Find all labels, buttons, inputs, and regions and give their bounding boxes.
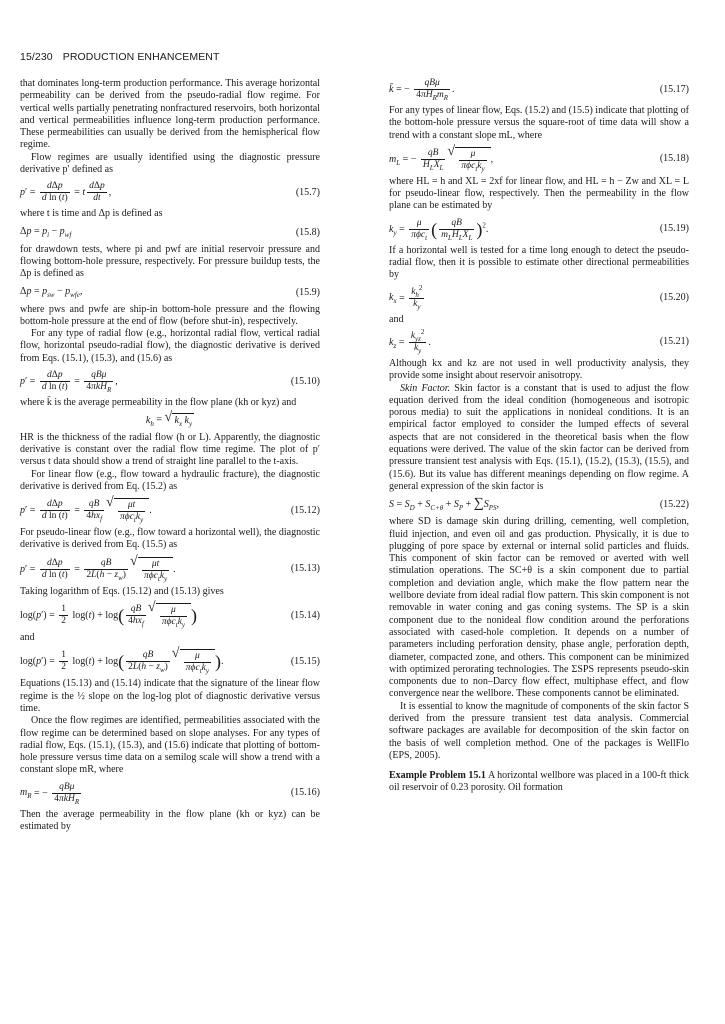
section-title: Skin Factor. — [400, 382, 451, 394]
equation-15-22: $S = S_D + S_{C+\theta} + S_P + \sum S_{PS}$, (15.22) — [389, 496, 689, 513]
paragraph — [389, 770, 689, 795]
equation-15-19: $k_y$ = $\frac{\mu}{\pi\phi c_t}$ ( $\frac{qB}{m_LH_LX_L}$ )$^2$. (15.19) — [389, 217, 689, 242]
equation-15-15: log(p′) = $\frac{1}{2}$ log(t) + log( $\frac{qB}{2L(h - z_w)}$ √ $\frac{\mu}{\pi\phi c_tk_y}$ ). (15.15) — [20, 649, 320, 674]
equation-15-21: $k_z$ = $\frac{k_{yz}^2}{k_y}$ . (15.21) — [389, 327, 689, 355]
paragraph: Flow regimes are usually identified using the diagnostic pressure derivative p′ defined as — [20, 151, 320, 176]
paragraph: It is essential to know the magnitude of components of the skin factor S derived from the pressure transient test data analysis. Commercial software packages are available for decomposition of the skin factor on the basis of well completion method. One of the packages is WellFlo (EPS, 2005). — [389, 700, 689, 761]
equation-15-10: p′ = $\frac{\text{dΔp}}{\text{d ln (t)}}$ = $\frac{\text{qBμ}}{4\pi k̄H_R}$ , (15.10) — [20, 370, 320, 394]
equation-number: (15.8) — [295, 226, 320, 238]
equation-15-13: p′ = $\frac{\text{dΔp}}{\text{d ln (t)}}$ = $\frac{qB}{2L(h - z_w)}$ √ $\frac{\mu t}{\pi\phi c_tk_y}$ . (15.13) — [20, 557, 320, 582]
paragraph: For any types of linear flow, Eqs. (15.2) and (15.5) indicate that plotting of the bottom-hole pressure versus the square-root of time data will show a trend with a constant slope mL, where — [389, 105, 689, 141]
paragraph-text: A horizontal wellbore was placed in a 100-ft thick oil reservoir of 0.23 porosity. Oil formation — [389, 770, 689, 794]
paragraph: for drawdown tests, where pi and pwf are initial reservoir pressure and flowing bottom-hole pressure, respectively. For pressure buildup tests, the Δp is defined as — [20, 243, 320, 280]
equation-15-20: $k_x$ = $\frac{k_h^2}{k_y}$ (15.20) — [389, 283, 689, 311]
equation-number: (15.17) — [659, 83, 689, 95]
paragraph: where k̄ is the average permeability in the flow plane (kh or kyz) and — [20, 397, 297, 409]
equation-number: (15.12) — [290, 504, 320, 516]
paragraph: and — [389, 313, 404, 325]
right-column — [389, 78, 689, 795]
running-header — [20, 51, 700, 63]
equation-number: (15.21) — [659, 336, 689, 348]
paragraph: Once the flow regimes are identified, permeabilities associated with the flow regime can be determined based on slope analyses. For any types of radial flow, Eqs. (15.1), (15.3), and (15.6) indicate that plotting of bottom-hole pressure versus time data on a semilog scale will show a trend with a constant slope mR, where — [20, 715, 320, 776]
equation-number: (15.20) — [659, 292, 689, 304]
equation-number: (15.19) — [659, 223, 689, 235]
equation-15-8: $\Delta p = p_i - p_{wf}$ (15.8) — [20, 225, 320, 239]
equation-number: (15.16) — [290, 787, 320, 799]
paragraph: HR is the thickness of the radial flow (h or L). Apparently, the diagnostic derivative is constant over the radial flow time regime. The plot of p′ versus t data should show a trend of straight line parallel to the t-axis. — [20, 431, 320, 468]
paragraph: where t is time and Δp is defined as — [20, 208, 163, 220]
paragraph: For linear flow (e.g., flow toward a hydraulic fracture), the diagnostic derivative is derived from Eq. (15.2) as — [20, 468, 320, 492]
paragraph: and — [20, 632, 35, 644]
paragraph: Taking logarithm of Eqs. (15.12) and (15.13) gives — [20, 585, 224, 597]
equation-15-11: $k_h$ = √ $k_x$ $k_y$ — [20, 413, 320, 427]
paragraph: where HL = h and XL = 2xf for linear flow, and HL = h − Zw and XL = L for pseudo-linear flow, respectively. Then the permeability in the flow plane can be estimated by — [389, 175, 689, 212]
paragraph: that dominates long-term production performance. This average horizontal permeability can be derived from the pseudo-radial flow regime. For vertical wells partially penetrating nonfractured reservoirs, both horizontal and vertical permeabilities influence long-term production performance. These permeabilities can usually be derived from the hemispherical flow regime. — [20, 78, 320, 151]
paragraph — [389, 383, 689, 494]
equation-number: (15.18) — [659, 153, 689, 165]
equation-15-12: p′ = $\frac{\text{dΔp}}{\text{d ln (t)}}$ = $\frac{qB}{4hx_f}$ √ $\frac{\mu t}{\pi\phi c_tk_y}$ . (15.12) — [20, 498, 320, 523]
running-title: PRODUCTION ENHANCEMENT — [62, 51, 220, 63]
equation-15-9: $\Delta p = p_{sw} - p_{wfe}$, (15.9) — [20, 285, 320, 299]
equation-number: (15.14) — [290, 609, 320, 621]
paragraph: where SD is damage skin during drilling, cementing, well completion, fluid injection, and even oil and gas production. Physically, it is due to plugging of pore space by external or internal solid particles and fluids. This component of skin factor can be removed or averted with well stimulation operations. The SC+θ is a skin component due to partial completion and deviation angle, which make the flow pattern near the wellbore deviate from ideal radial flow pattern. This skin component is not removable in water coning and gas coning systems. The SP is a skin component due to the nonideal flow condition around the perforations associated with cased-hole completion. It depends on a number of parameters including perforation density, phase angle, perforation depth, diameter, compacted zone, and others. This component can be minimized with optimized perorating technologies. The ΣSPS represents pseudo-skin components due to non–Darcy flow effect, multiphase effect, and flow convergence near the wellbore. These components cannot be eliminated. — [389, 516, 689, 700]
equation-15-16: $m_R$ = − $\frac{\text{qBμ}}{4\pi k̄H_R}$ (15.16) — [20, 781, 320, 806]
equation-15-17: k̄ = − $\frac{\text{qBμ}}{4\pi H_Rm_R}$ . (15.17) — [389, 78, 689, 102]
paragraph: If a horizontal well is tested for a time long enough to detect the pseudo-radial flow, then it is possible to estimate other directional permeabilities by — [389, 244, 689, 281]
paragraph: Equations (15.13) and (15.14) indicate that the signature of the linear flow regime is the ½ slope on the log-log plot of diagnostic derivative versus time. — [20, 678, 320, 714]
paragraph-text: Skin factor is a constant that is used to adjust the flow equation derived from the ideal condition (homogeneous and isotropic porous media) to suit the applications in nonideal conditions. It is an empirical factor employed to consider the lumped effects of several aspects that are not considered in the theoretical basis when the flow equations were derived. The value of the skin factor can be derived from pressure transient test analysis with Eqs. (15.1), (15.2), (15.3), (15.5), and (15.6). But its value has different meanings depending on flow regime. A general expression of the skin factor is — [389, 382, 690, 492]
paragraph: where pws and pwfe are ship-in bottom-hole pressure and the flowing bottom-hole pressure at the end of flow (before shut-in), respectively. — [20, 303, 320, 327]
equation-number: (15.7) — [295, 186, 320, 198]
equation-number: (15.15) — [290, 655, 320, 667]
paragraph: For pseudo-linear flow (e.g., flow toward a horizontal well), the diagnostic derivative is derived from Eq. (15.5) as — [20, 527, 320, 551]
example-title: Example Problem 15.1 — [389, 770, 486, 782]
paragraph: Although kx and kz are not used in well productivity analysis, they provide some insight about reservoir anisotropy. — [389, 357, 689, 382]
left-column — [20, 78, 320, 833]
equation-number: (15.13) — [290, 563, 320, 575]
equation-15-14: log(p′) = $\frac{1}{2}$ log(t) + log( $\frac{qB}{4hx_f}$ √ $\frac{\mu}{\pi\phi c_tk_y}$ ) (15.14) — [20, 603, 320, 628]
equation-number: (15.9) — [295, 286, 320, 298]
equation-15-18: $m_L$ = − $\frac{qB}{H_LX_L}$ √ $\frac{\mu}{\pi\phi c_tk_y}$ , (15.18) — [389, 147, 689, 172]
equation-number: (15.22) — [659, 499, 689, 511]
paragraph: For any type of radial flow (e.g., horizontal radial flow, vertical radial flow, horizontal pseudo-radial flow), the diagnostic derivative is derived from Eqs. (15.1), (15.3), and (15.6) as — [20, 328, 320, 364]
page-number: 15/230 — [20, 51, 53, 63]
paragraph: Then the average permeability in the flow plane (kh or kyz) can be estimated by — [20, 808, 320, 832]
equation-15-7: p′ = $\frac{\text{dΔp}}{\text{d ln (t)}}$ = t $\frac{\text{dΔp}}{dt}$ , (15.7) — [20, 181, 320, 204]
equation-number: (15.10) — [290, 375, 320, 387]
